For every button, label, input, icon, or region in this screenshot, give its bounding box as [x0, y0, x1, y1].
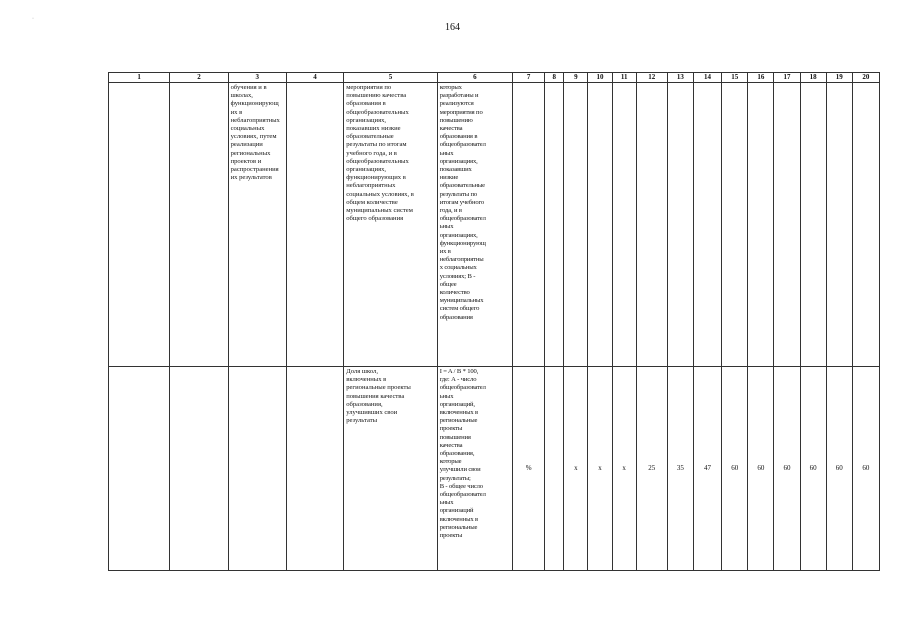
- header-cell-7: 7: [513, 73, 545, 83]
- cell-empty: [693, 83, 721, 367]
- corner-mark: ·: [32, 16, 34, 22]
- header-cell-3: 3: [228, 73, 286, 83]
- value-cell-18: 60: [800, 367, 826, 571]
- task-description-cell: [228, 83, 286, 367]
- formula-cell: [437, 83, 512, 367]
- header-cell-11: 11: [612, 73, 636, 83]
- cell-empty: [286, 83, 343, 367]
- header-cell-4: 4: [286, 73, 343, 83]
- header-cell-18: 18: [800, 73, 826, 83]
- header-row: [109, 73, 880, 83]
- header-cell-20: 20: [852, 73, 879, 83]
- cell-empty: [109, 367, 170, 571]
- cell-empty: [826, 83, 852, 367]
- table-row: [109, 83, 880, 367]
- value-cell-20: 60: [852, 367, 879, 571]
- formula-text: которых разработаны и реализуются мероприятия по повышению качества образования в общеобразовател ьных организациях, показавших низкие образовательные результаты по итогам учебного года, и в общеобразовател ьных организациях, функционирующ их в неблагоприятны х социальных условиях; В - общее количество муниципальных систем общего образования: [439, 84, 486, 321]
- cell-empty: [800, 83, 826, 367]
- header-cell-5: 5: [344, 73, 437, 83]
- table-row: [109, 367, 880, 571]
- cell-empty: [170, 83, 228, 367]
- indicator-name-text: мероприятия по повышению качества образования в общеобразовательных организациях, показавших низкие образовательные результаты по итогам учебного года, и в общеобразовательных организациях, функционирующих в неблагоприятных социальных условиях, в общем количестве муниципальных систем общего образования: [346, 84, 414, 223]
- value-cell-17: 60: [774, 367, 800, 571]
- cell-empty: [612, 83, 636, 367]
- header-cell-19: 19: [826, 73, 852, 83]
- indicator-name-cell: [344, 367, 437, 571]
- header-cell-13: 13: [667, 73, 693, 83]
- header-cell-1: 1: [109, 73, 170, 83]
- cell-empty: [588, 83, 612, 367]
- cell-empty: [170, 367, 228, 571]
- indicator-name-text: Доля школ, включенных в региональные проекты повышения качества образования, улучшивших свои результаты: [346, 368, 411, 425]
- value-cell-13: 35: [667, 367, 693, 571]
- header-cell-16: 16: [748, 73, 774, 83]
- header-cell-9: 9: [564, 73, 588, 83]
- header-cell-15: 15: [722, 73, 748, 83]
- header-cell-17: 17: [774, 73, 800, 83]
- header-cell-8: 8: [545, 73, 564, 83]
- cell-empty: [852, 83, 879, 367]
- cell-empty: [513, 83, 545, 367]
- value-cell-10: x: [588, 367, 612, 571]
- cell-empty: [722, 83, 748, 367]
- header-cell-6: 6: [437, 73, 512, 83]
- cell-empty: [545, 83, 564, 367]
- cell-empty: [564, 83, 588, 367]
- cell-empty: [286, 367, 343, 571]
- value-cell-9: x: [564, 367, 588, 571]
- unit-cell: %: [513, 367, 545, 571]
- header-cell-12: 12: [636, 73, 667, 83]
- formula-cell: [437, 367, 512, 571]
- page-number: 164: [445, 22, 460, 33]
- value-cell-12: 25: [636, 367, 667, 571]
- cell-empty: [667, 83, 693, 367]
- value-cell-11: x: [612, 367, 636, 571]
- value-cell-15: 60: [722, 367, 748, 571]
- value-cell-14: 47: [693, 367, 721, 571]
- value-cell-8: [545, 367, 564, 571]
- indicator-name-cell: [344, 83, 437, 367]
- value-cell-16: 60: [748, 367, 774, 571]
- indicators-table: [108, 72, 880, 571]
- header-cell-14: 14: [693, 73, 721, 83]
- cell-empty: [774, 83, 800, 367]
- cell-empty: [636, 83, 667, 367]
- header-cell-10: 10: [588, 73, 612, 83]
- cell-empty: [228, 367, 286, 571]
- cell-empty: [109, 83, 170, 367]
- value-cell-19: 60: [826, 367, 852, 571]
- header-cell-2: 2: [170, 73, 228, 83]
- cell-empty: [748, 83, 774, 367]
- formula-text: I = A / B * 100, где: А - число общеобразовател ьных организаций, включенных в региональные проекты повышения качества образования, которые улучшили свои результаты; В - общее число общеобразовател ьных организаций включенных в региональные проекты: [439, 368, 486, 540]
- task-description-text: обучения и в школах, функционирующ их в неблагоприятных социальных условиях, путем реализации региональных проектов и распространения их результатов: [230, 84, 280, 182]
